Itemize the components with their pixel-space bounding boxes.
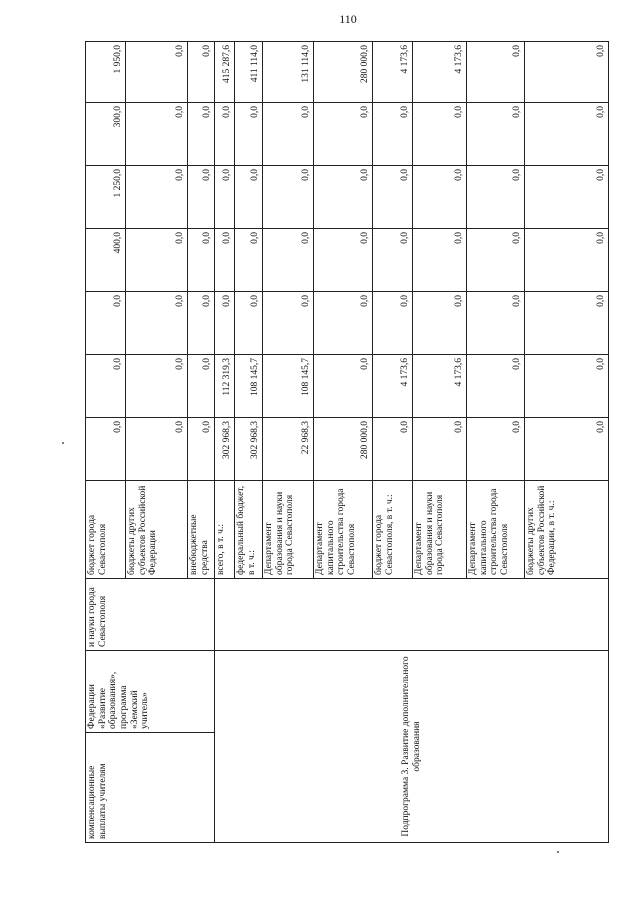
value-cell: 0,0 [314, 292, 373, 355]
value-cell: 0,0 [235, 103, 263, 166]
value-cell: 4 173,6 [413, 355, 467, 418]
value-cell: 0,0 [525, 103, 609, 166]
value-cell: 0,0 [525, 418, 609, 481]
value-cell: 0,0 [215, 292, 235, 355]
value-cell: 0,0 [188, 292, 215, 355]
value-cell: 1 250,0 [86, 166, 126, 229]
value-cell: 0,0 [467, 166, 525, 229]
value-cell: 302 968,3 [235, 418, 263, 481]
value-cell: 0,0 [86, 418, 126, 481]
value-cell: 0,0 [235, 292, 263, 355]
value-cell: 400,0 [86, 229, 126, 292]
value-cell: 0,0 [235, 229, 263, 292]
value-cell: 280 000,0 [314, 42, 373, 103]
budget-table [85, 41, 609, 843]
value-cell: 0,0 [314, 355, 373, 418]
value-cell: 0,0 [413, 292, 467, 355]
funding-source-cell: бюджет города Севастополя, в т. ч.: [373, 481, 413, 579]
value-cell: 0,0 [188, 103, 215, 166]
value-cell: 0,0 [263, 166, 314, 229]
value-cell: 0,0 [188, 355, 215, 418]
value-cell: 112 319,3 [215, 355, 235, 418]
value-cell: 0,0 [126, 103, 188, 166]
funding-source-cell: федеральный бюджет, в т. ч.: [235, 481, 263, 579]
value-cell: 4 173,6 [373, 42, 413, 103]
value-cell: 0,0 [188, 42, 215, 103]
value-cell: 0,0 [126, 355, 188, 418]
value-cell: 0,0 [263, 229, 314, 292]
value-cell: 0,0 [467, 42, 525, 103]
value-cell: 0,0 [413, 166, 467, 229]
page-number: 110 [339, 12, 357, 26]
value-cell: 0,0 [263, 292, 314, 355]
value-cell: 0,0 [126, 418, 188, 481]
budget-table-rotated [85, 42, 608, 843]
value-cell: 0,0 [235, 166, 263, 229]
value-cell: 108 145,7 [263, 355, 314, 418]
value-cell: 108 145,7 [235, 355, 263, 418]
executor-cell: и науки города Севастополя [86, 579, 215, 651]
value-cell: 0,0 [373, 292, 413, 355]
funding-source-cell: внебюджетные средства [188, 481, 215, 579]
value-cell: 0,0 [413, 229, 467, 292]
measure-name-cell: компенсационные выплаты учителям [86, 733, 215, 843]
value-cell: 131 114,0 [263, 42, 314, 103]
value-cell: 0,0 [215, 103, 235, 166]
value-cell: 0,0 [413, 418, 467, 481]
value-cell: 0,0 [413, 103, 467, 166]
value-cell: 0,0 [314, 229, 373, 292]
funding-source-cell: Департамент образования и науки города Севастополя [413, 481, 467, 579]
value-cell: 0,0 [126, 166, 188, 229]
value-cell: 0,0 [314, 166, 373, 229]
value-cell: 0,0 [467, 229, 525, 292]
funding-source-cell: всего, в т. ч.: [215, 481, 235, 579]
value-cell: 0,0 [215, 166, 235, 229]
value-cell: 0,0 [188, 229, 215, 292]
value-cell: 0,0 [525, 166, 609, 229]
value-cell: 415 287,6 [215, 42, 235, 103]
value-cell: 0,0 [188, 166, 215, 229]
value-cell: 0,0 [126, 42, 188, 103]
value-cell: 0,0 [263, 103, 314, 166]
value-cell: 0,0 [467, 103, 525, 166]
value-cell: 0,0 [525, 355, 609, 418]
value-cell: 0,0 [467, 355, 525, 418]
funding-source-cell: бюджеты других субъектов Российской Федерации [126, 481, 188, 579]
value-cell: 0,0 [525, 292, 609, 355]
value-cell: 4 173,6 [373, 355, 413, 418]
scan-speck [62, 442, 64, 444]
value-cell: 0,0 [525, 42, 609, 103]
value-cell: 280 000,0 [314, 418, 373, 481]
scan-speck [557, 851, 559, 853]
funding-source-cell: бюджет города Севастополя [86, 481, 126, 579]
value-cell: 0,0 [126, 292, 188, 355]
table-row [86, 42, 126, 843]
value-cell: 0,0 [373, 103, 413, 166]
value-cell: 0,0 [373, 166, 413, 229]
value-cell: 0,0 [314, 103, 373, 166]
value-cell: 0,0 [467, 418, 525, 481]
value-cell: 0,0 [467, 292, 525, 355]
value-cell: 0,0 [86, 292, 126, 355]
table-row [215, 42, 235, 843]
value-cell: 302 968,3 [215, 418, 235, 481]
value-cell: 0,0 [86, 355, 126, 418]
budget-table-body [86, 42, 609, 843]
value-cell: 22 968,3 [263, 418, 314, 481]
value-cell: 0,0 [126, 229, 188, 292]
funding-source-cell: Департамент образования и науки города Севастополя [263, 481, 314, 579]
value-cell: 411 114,0 [235, 42, 263, 103]
subprogram-title-cell: Подпрограмма 3. Развитие дополнительного образования [215, 651, 609, 843]
funding-source-cell: Департамент капитального строительства города Севастополя [467, 481, 525, 579]
funding-source-cell: бюджеты других субъектов Российской Федерации, в т. ч.: [525, 481, 609, 579]
funding-source-cell: Департамент капитального строительства города Севастополя [314, 481, 373, 579]
value-cell: 0,0 [215, 229, 235, 292]
value-cell: 0,0 [525, 229, 609, 292]
value-cell: 0,0 [373, 418, 413, 481]
program-cell: Федерации «Развитие образования», программа «Земский учитель» [86, 651, 215, 733]
executor-cell-empty [215, 579, 609, 651]
value-cell: 300,0 [86, 103, 126, 166]
value-cell: 1 950,0 [86, 42, 126, 103]
value-cell: 4 173,6 [413, 42, 467, 103]
value-cell: 0,0 [373, 229, 413, 292]
value-cell: 0,0 [188, 418, 215, 481]
